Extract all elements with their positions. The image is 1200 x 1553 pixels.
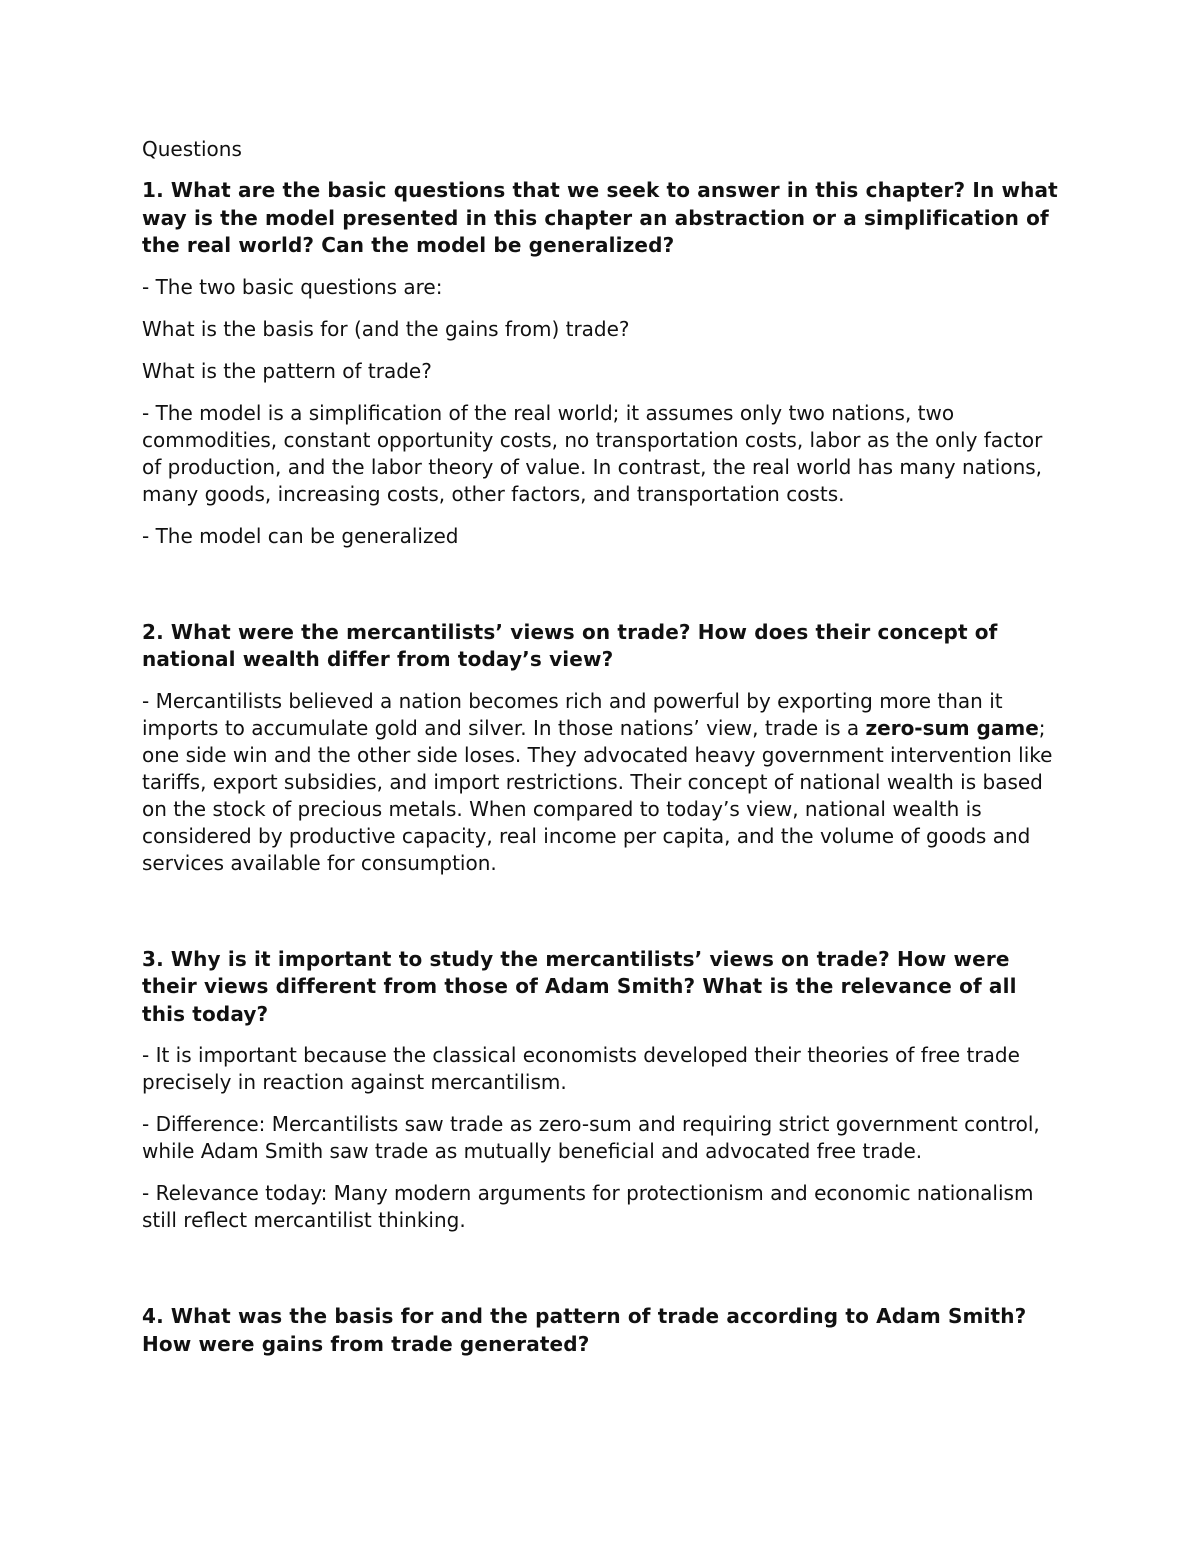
answer-1-line-3: What is the pattern of trade?: [142, 358, 432, 383]
question-2: 2. What were the mercantilists’ views on trade? How does their concept of national wealth differ from today’s view?: [142, 619, 998, 671]
section-spacer: [142, 892, 1062, 946]
answer-2-after: ; one side win and the other side loses. They advocated heavy government intervention like tariffs, export subsidies, and import restrictions. Their concept of national wealth is based on the stock of precious metals. When compared to today’s view, national wealth is considered by productive capacity, real income per capita, and the volume of goods and services available for consumption.: [142, 715, 1053, 875]
answer-1-line-5: - The model can be generalized: [142, 523, 459, 548]
answer-2: [142, 688, 1062, 877]
answer-1-line-2: What is the basis for (and the gains from) trade?: [142, 316, 630, 341]
answer-1-line-4: - The model is a simplification of the real world; it assumes only two nations, two commodities, constant opportunity costs, no transportation costs, labor as the only factor of production, and the labor theory of value. In contrast, the real world has many nations, many goods, increasing costs, other factors, and transportation costs.: [142, 400, 1043, 506]
section-spacer: [142, 565, 1062, 619]
question-4: 4. What was the basis for and the pattern of trade according to Adam Smith? How were gains from trade generated?: [142, 1304, 1027, 1356]
document-heading: Questions: [142, 137, 242, 161]
answer-2-before: - Mercantilists believed a nation becomes rich and powerful by exporting more than it imports to accumulate gold and silver. In those nations’ view, trade is a: [142, 688, 1003, 740]
document-page: [142, 136, 1062, 1372]
question-1: 1. What are the basic questions that we seek to answer in this chapter? In what way is the model presented in this chapter an abstraction or a simplification of the real world? Can the model be generalized?: [142, 178, 1058, 257]
answer-3-line-2: - Difference: Mercantilists saw trade as zero-sum and requiring strict government control, while Adam Smith saw trade as mutually beneficial and advocated free trade.: [142, 1112, 1040, 1163]
answer-2-emphasis: zero-sum game: [865, 715, 1039, 740]
answer-3-line-1: - It is important because the classical economists developed their theories of free trade precisely in reaction against mercantilism.: [142, 1043, 1020, 1094]
answer-3-line-3: - Relevance today: Many modern arguments for protectionism and economic nationalism still reflect mercantilist thinking.: [142, 1181, 1034, 1232]
question-3: 3. Why is it important to study the mercantilists’ views on trade? How were their views different from those of Adam Smith? What is the relevance of all this today?: [142, 946, 1017, 1026]
section-spacer: [142, 1249, 1062, 1303]
answer-1-line-1: - The two basic questions are:: [142, 274, 443, 299]
